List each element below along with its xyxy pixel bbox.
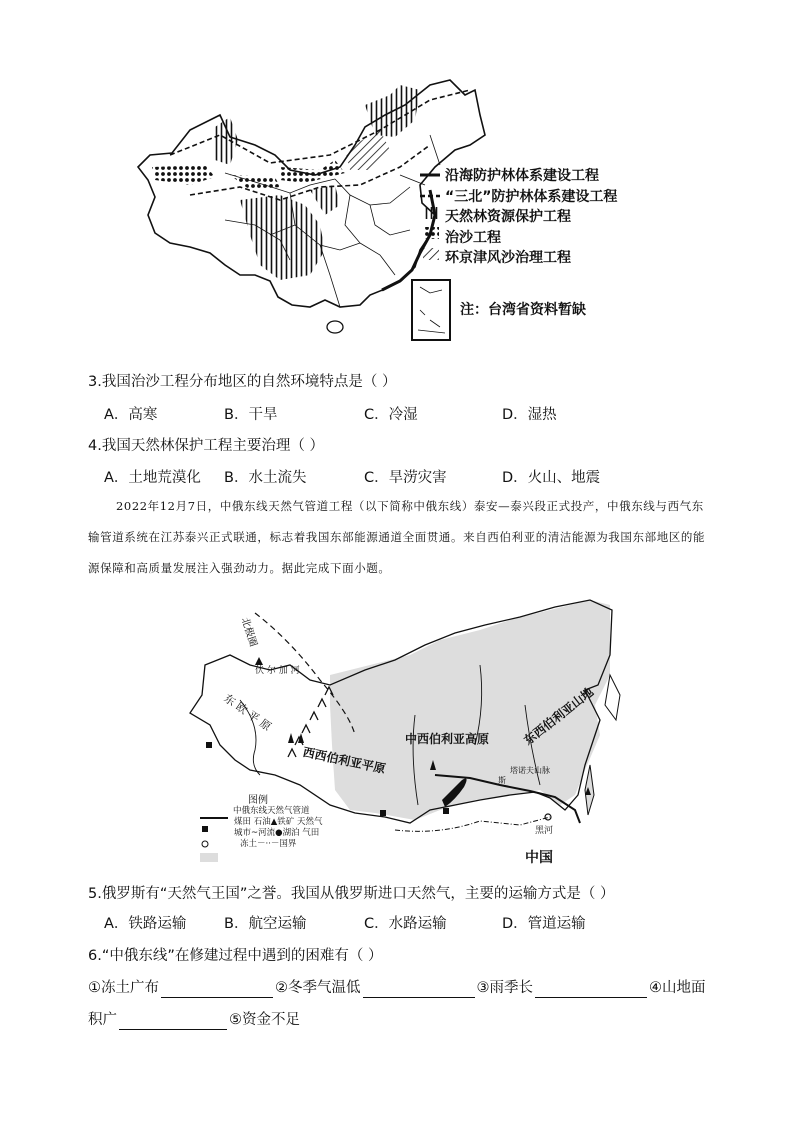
q6-blank-1[interactable] <box>161 983 273 998</box>
legend-three-north-label: “三北”防护林体系建设工程 <box>445 189 618 205</box>
china-label: 中国 <box>525 850 553 866</box>
china-border <box>395 817 550 831</box>
question-5 <box>88 884 614 904</box>
legend-border: 国界 <box>279 839 297 849</box>
legend-city: 城市 <box>234 828 252 838</box>
q6-item-1: ①冻土广布 <box>88 980 159 996</box>
q5-option-d[interactable]: D．管道运输 <box>502 916 586 932</box>
q3-option-c[interactable]: C．冷湿 <box>364 407 418 423</box>
mountain-range-label: 塔诺夫山脉 <box>510 766 550 775</box>
q6-item-4-cont: 积广 <box>88 1012 117 1028</box>
map1-legend <box>445 165 675 295</box>
q5-option-a[interactable]: A．铁路运输 <box>104 916 187 932</box>
q6-blank-4[interactable] <box>119 1015 227 1030</box>
east-europe-char-4: 原 <box>257 716 274 734</box>
si-label: 斯 <box>498 776 506 785</box>
q3-option-d[interactable]: D．湿热 <box>502 407 557 423</box>
q4-option-d[interactable]: D．火山、地震 <box>502 470 601 486</box>
legend-gas: 天然气 <box>297 817 323 827</box>
question-3 <box>88 372 396 392</box>
volga-char-2: 尔 <box>266 666 276 676</box>
q6-item-4: ④山地面 <box>649 980 706 996</box>
legend-pipeline: 中俄东线天然气管道 <box>233 806 310 816</box>
question-6-number: 6. <box>88 948 102 964</box>
question-3-number: 3. <box>88 374 102 390</box>
reading-passage: 2022年12月7日，中俄东线天然气管道工程（以下简称中俄东线）泰安—泰兴段正式投产，中俄东线与西气东输管道系统在江苏泰兴正式联通，标志着我国东部能源通道全面贯通。来自西伯利亚的清洁能源为我国东部地区的能源保障和高质量发展注入强劲动力。据此完成下面小题。 <box>88 499 706 575</box>
volga-char-3: 加 <box>278 666 288 676</box>
question-4-number: 4. <box>88 438 102 454</box>
q6-item-2: ②冬季气温低 <box>275 980 361 996</box>
q6-items-line2 <box>88 1010 300 1030</box>
q5-option-b[interactable]: B．航空运输 <box>224 916 307 932</box>
q6-blank-2[interactable] <box>363 983 475 998</box>
legend-row-resources: 煤田 石油▲铁矿 天然气 <box>234 817 323 827</box>
q4-option-a[interactable]: A．土地荒漠化 <box>104 470 201 486</box>
legend-natural-forest-label: 天然林资源保护工程 <box>445 209 571 225</box>
legend-oil: 石油 <box>253 817 271 827</box>
question-3-text: 我国治沙工程分布地区的自然环境特点是（ ） <box>101 374 397 390</box>
question-5-text: 俄罗斯有“天然气王国”之誉。我国从俄罗斯进口天然气，主要的运输方式是（ ） <box>101 886 615 902</box>
q5-option-c[interactable]: C．水路运输 <box>364 916 447 932</box>
q3-option-b[interactable]: B．干旱 <box>224 407 278 423</box>
hainan-island <box>327 321 343 333</box>
east-europe-char-2: 欧 <box>233 699 250 717</box>
china-map-figure <box>130 75 670 350</box>
map2-legend-symbols <box>200 818 228 862</box>
volga-char-4: 河 <box>290 666 300 676</box>
legend-coastal-label: 沿海防护林体系建设工程 <box>445 168 599 184</box>
map2-legend <box>228 795 378 850</box>
legend-row-geo: 城市~河流●湖泊 气田 <box>234 828 320 838</box>
legend-beijing-tianjin-label: 环京津风沙治理工程 <box>445 250 571 266</box>
legend-gasfield: 气田 <box>302 828 320 838</box>
volga-char-1: 伏 <box>255 666 265 676</box>
legend-row-frozen: 冻土－··－国界 <box>240 839 297 849</box>
east-europe-char-3: 平 <box>245 708 262 726</box>
china-outline <box>138 80 485 307</box>
legend-river: 河流 <box>258 828 276 838</box>
legend-lake: 湖泊 <box>282 828 300 838</box>
legend-coal: 煤田 <box>234 817 252 827</box>
map2-legend-title: 图例 <box>248 795 268 806</box>
russia-map-figure <box>180 595 630 875</box>
legend-iron: 铁矿 <box>277 817 295 827</box>
legend-permafrost: 冻土 <box>240 839 258 849</box>
volga-river-label <box>255 663 300 676</box>
heihe-city <box>545 814 551 820</box>
legend-sand-control-label: 治沙工程 <box>445 230 501 246</box>
heihe-label: 黑河 <box>535 826 554 836</box>
q6-item-3: ③雨季长 <box>476 980 533 996</box>
arctic-circle-label: 北极圈 <box>238 616 259 649</box>
central-siberian-plateau-label: 中西伯利亚高原 <box>405 732 490 746</box>
q4-option-b[interactable]: B．水土流失 <box>224 470 307 486</box>
q6-items-line1 <box>88 978 706 998</box>
question-4-text: 我国天然林保护工程主要治理（ ） <box>101 438 324 454</box>
east-europe-char-1: 东 <box>221 691 238 709</box>
east-siberian-mountains-label: 东西伯利亚山地 <box>521 684 597 748</box>
q3-option-a[interactable]: A．高寒 <box>104 407 158 423</box>
west-siberian-plain-label: 西西伯利亚平原 <box>301 744 387 777</box>
q4-option-c[interactable]: C．旱涝灾害 <box>364 470 447 486</box>
question-6 <box>88 946 382 966</box>
q6-blank-3[interactable] <box>535 983 647 998</box>
question-4 <box>88 436 324 456</box>
question-6-text: “中俄东线”在修建过程中遇到的困难有（ ） <box>101 948 383 964</box>
map1-note: 注：台湾省资料暂缺 <box>460 302 586 318</box>
q6-item-5: ⑤资金不足 <box>229 1012 300 1028</box>
question-5-number: 5. <box>88 886 102 902</box>
